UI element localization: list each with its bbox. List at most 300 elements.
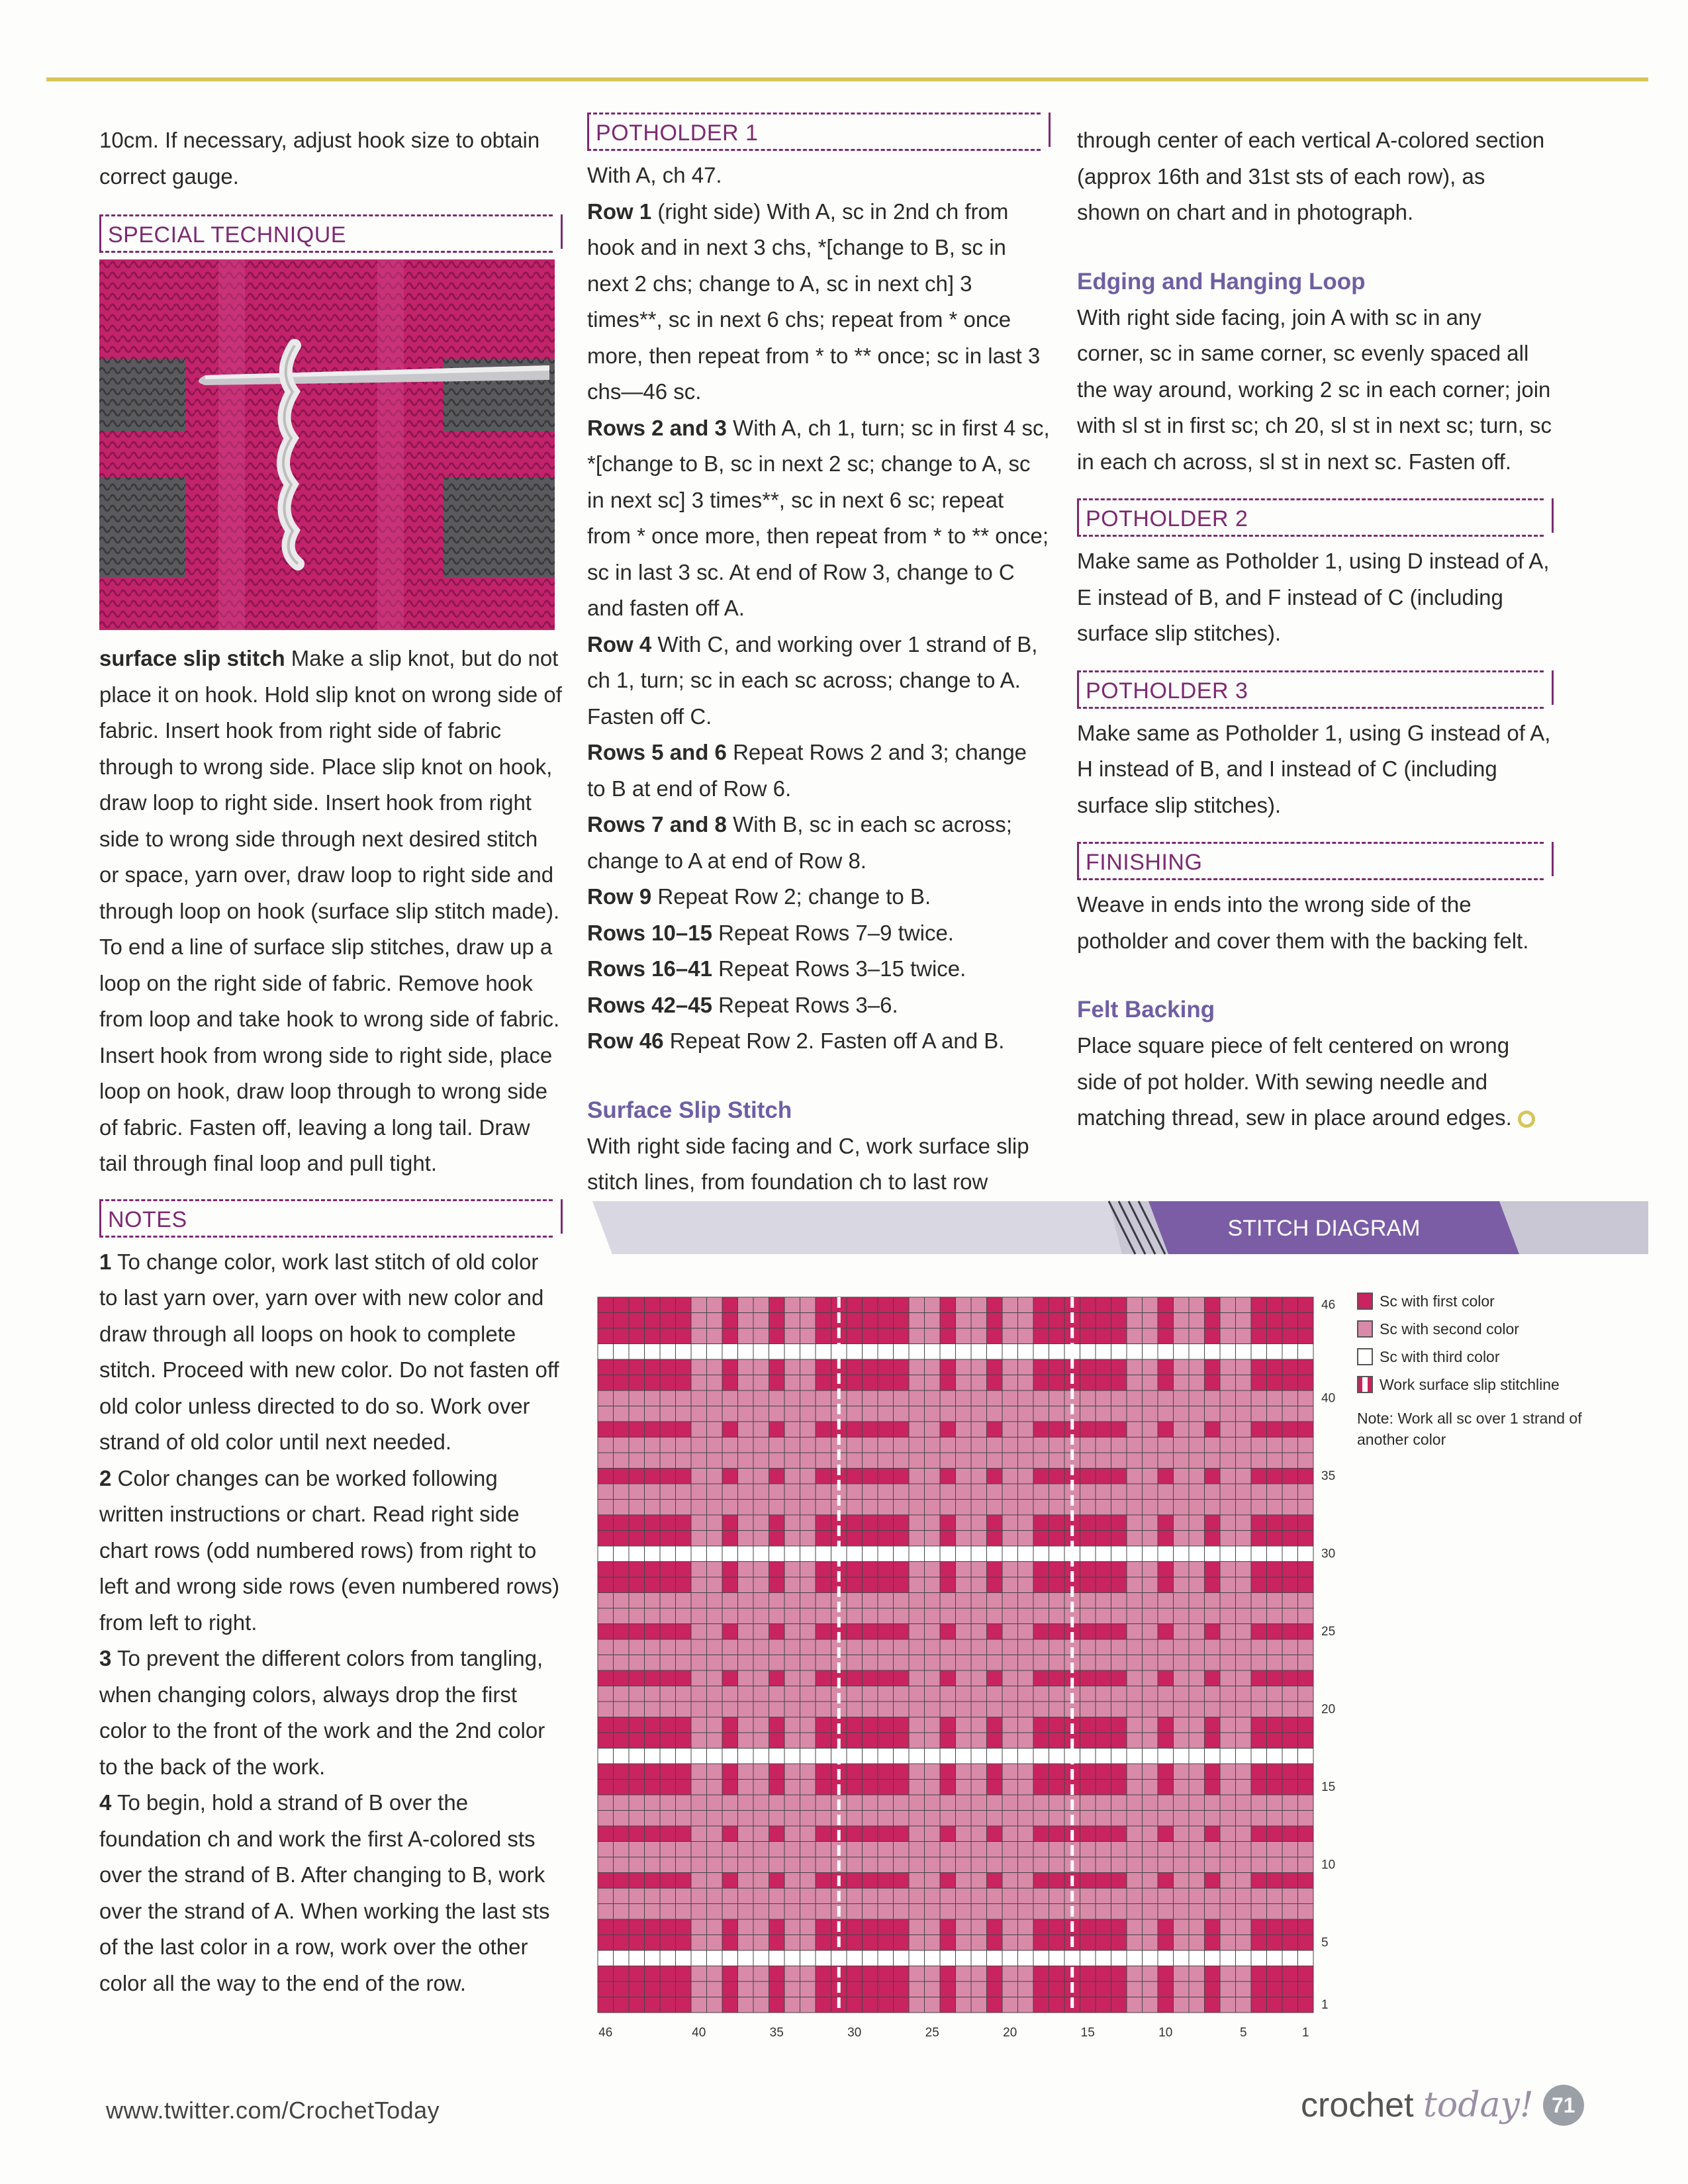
- chart-cell: [894, 1733, 910, 1749]
- chart-cell: [863, 1359, 878, 1375]
- chart-cell: [1111, 1904, 1127, 1920]
- chart-cell: [1267, 1406, 1283, 1422]
- chart-cell: [598, 1749, 614, 1764]
- chart-cell: [925, 1904, 941, 1920]
- chart-cell: [691, 1686, 707, 1702]
- chart-cell: [1251, 1515, 1267, 1531]
- page-number: 71: [1543, 2085, 1584, 2126]
- chart-cell: [987, 1888, 1003, 1904]
- chart-cell: [645, 1359, 661, 1375]
- chart-cell: [1205, 1484, 1221, 1500]
- chart-cell: [722, 1406, 738, 1422]
- chart-cell: [1033, 1359, 1049, 1375]
- chart-cell: [800, 1546, 816, 1562]
- chart-cell: [1236, 1469, 1252, 1484]
- chart-cell: [894, 1702, 910, 1717]
- chart-cell: [1143, 1328, 1158, 1344]
- chart-cell: [1174, 1795, 1190, 1811]
- chart-cell: [1251, 1873, 1267, 1889]
- footer-url: www.twitter.com/CrochetToday: [106, 2097, 440, 2124]
- chart-cell: [1298, 1639, 1314, 1655]
- chart-cell: [1251, 1531, 1267, 1547]
- chart-cell: [1018, 1297, 1034, 1313]
- chart-cell: [1096, 1328, 1111, 1344]
- chart-cell: [1018, 1655, 1034, 1671]
- chart-cell: [816, 1919, 831, 1935]
- chart-cell: [1205, 1531, 1221, 1547]
- chart-cell: [1111, 1515, 1127, 1531]
- chart-cell: [925, 1390, 941, 1406]
- chart-cell: [1298, 1608, 1314, 1624]
- chart-cell: [660, 1406, 676, 1422]
- chart-cell: [645, 1422, 661, 1437]
- chart-cell: [800, 1390, 816, 1406]
- chart-cell: [800, 1297, 816, 1313]
- chart-cell: [863, 1531, 878, 1547]
- chart-cell: [769, 1702, 785, 1717]
- chart-cell: [1033, 1639, 1049, 1655]
- chart-cell: [1096, 1780, 1111, 1796]
- chart-cell: [940, 1655, 956, 1671]
- chart-cell: [738, 1500, 754, 1516]
- chart-cell: [956, 1484, 972, 1500]
- chart-cell: [940, 1500, 956, 1516]
- chart-cell: [863, 1562, 878, 1578]
- chart-cell: [987, 1935, 1003, 1951]
- chart-cell: [909, 1655, 925, 1671]
- chart-cell: [784, 1997, 800, 2013]
- chart-cell: [1236, 1749, 1252, 1764]
- chart-cell: [629, 1950, 645, 1966]
- chart-cell: [1158, 1484, 1174, 1500]
- chart-cell: [707, 1531, 723, 1547]
- chart-cell: [1158, 1826, 1174, 1842]
- chart-cell: [707, 1686, 723, 1702]
- chart-cell: [1080, 1981, 1096, 1997]
- chart-cell: [660, 1639, 676, 1655]
- chart-cell: [707, 1344, 723, 1360]
- chart-cell: [645, 1826, 661, 1842]
- chart-cell: [956, 1328, 972, 1344]
- legend-swatch-second: [1357, 1320, 1373, 1338]
- chart-cell: [971, 1484, 987, 1500]
- chart-cell: [676, 1717, 692, 1733]
- chart-cell: [1096, 1422, 1111, 1437]
- chart-cell: [1049, 1359, 1065, 1375]
- chart-cell: [1033, 1888, 1049, 1904]
- chart-cell: [1267, 1997, 1283, 2013]
- chart-cell: [925, 1981, 941, 1997]
- chart-cell: [909, 1733, 925, 1749]
- chart-cell: [816, 1981, 831, 1997]
- chart-cell: [738, 1515, 754, 1531]
- chart-cell: [1127, 1950, 1143, 1966]
- chart-cell: [925, 1997, 941, 2013]
- chart-cell: [1205, 1562, 1221, 1578]
- chart-cell: [925, 1608, 941, 1624]
- chart-cell: [629, 1577, 645, 1593]
- chart-cell: [1033, 1313, 1049, 1329]
- chart-cell: [769, 1904, 785, 1920]
- chart-cell: [816, 1888, 831, 1904]
- chart-cell: [676, 1359, 692, 1375]
- chart-cell: [1298, 1453, 1314, 1469]
- chart-cell: [894, 1935, 910, 1951]
- chart-cell: [1002, 1297, 1018, 1313]
- chart-cell: [629, 1717, 645, 1733]
- chart-cell: [1018, 1313, 1034, 1329]
- chart-cell: [987, 1655, 1003, 1671]
- chart-cell: [878, 1375, 894, 1391]
- chart-cell: [1174, 1297, 1190, 1313]
- chart-cell: [816, 1531, 831, 1547]
- chart-cell: [645, 1313, 661, 1329]
- chart-cell: [753, 1422, 769, 1437]
- chart-cell: [1251, 1500, 1267, 1516]
- chart-cell: [722, 1546, 738, 1562]
- chart-cell: [1002, 1577, 1018, 1593]
- chart-cell: [1236, 1422, 1252, 1437]
- chart-cell: [769, 1453, 785, 1469]
- chart-cell: [909, 1500, 925, 1516]
- chart-cell: [598, 1764, 614, 1780]
- chart-cell: [707, 1873, 723, 1889]
- chart-cell: [863, 1950, 878, 1966]
- chart-cell: [1205, 1593, 1221, 1609]
- chart-cell: [707, 1997, 723, 2013]
- chart-cell: [940, 1624, 956, 1640]
- chart-cell: [1220, 1406, 1236, 1422]
- chart-cell: [1049, 1950, 1065, 1966]
- chart-cell: [1267, 1562, 1283, 1578]
- chart-cell: [816, 1764, 831, 1780]
- chart-cell: [1298, 1749, 1314, 1764]
- chart-cell: [1080, 1764, 1096, 1780]
- chart-cell: [971, 1577, 987, 1593]
- chart-cell: [1189, 1344, 1205, 1360]
- chart-cell: [1298, 1546, 1314, 1562]
- chart-cell: [645, 1966, 661, 1982]
- chart-cell: [956, 1904, 972, 1920]
- chart-cell: [971, 1313, 987, 1329]
- chart-cell: [1049, 1406, 1065, 1422]
- chart-cell: [1298, 1593, 1314, 1609]
- chart-cell: [1267, 1950, 1283, 1966]
- note-item: 1 To change color, work last stitch of old color to last yarn over, yarn over with new color and draw through all loops on hook to complete stitch. Proceed with new color. Do not fasten off old color unless directed to do so. Work over strand of old color until next needed.: [99, 1249, 559, 1454]
- chart-cell: [1267, 1780, 1283, 1796]
- chart-cell: [1111, 1795, 1127, 1811]
- chart-cell: [987, 1670, 1003, 1686]
- chart-cell: [676, 1375, 692, 1391]
- chart-cell: [707, 1406, 723, 1422]
- chart-cell: [971, 1453, 987, 1469]
- chart-cell: [847, 1686, 863, 1702]
- chart-cell: [660, 1997, 676, 2013]
- row-instruction: Row 4 With C, and working over 1 strand of B, ch 1, turn; sc in each sc across; change to A. Fasten off C.: [587, 631, 1038, 729]
- chart-cell: [1282, 1469, 1298, 1484]
- chart-cell: [1205, 1950, 1221, 1966]
- chart-cell: [1127, 1344, 1143, 1360]
- chart-cell: [987, 1919, 1003, 1935]
- chart-cell: [1111, 1826, 1127, 1842]
- chart-cell: [614, 1639, 630, 1655]
- chart-cell: [738, 1344, 754, 1360]
- chart-cell: [1096, 1842, 1111, 1858]
- chart-cell: [971, 1406, 987, 1422]
- chart-cell: [1298, 1950, 1314, 1966]
- chart-cell: [691, 1297, 707, 1313]
- chart-cell: [863, 1717, 878, 1733]
- chart-cell: [863, 1422, 878, 1437]
- chart-cell: [1049, 1390, 1065, 1406]
- chart-cell: [1049, 1437, 1065, 1453]
- chart-cell: [1189, 1733, 1205, 1749]
- chart-cell: [1298, 1655, 1314, 1671]
- chart-cell: [1189, 1390, 1205, 1406]
- chart-cell: [1282, 1733, 1298, 1749]
- chart-cell: [1033, 1469, 1049, 1484]
- chart-cell: [753, 1904, 769, 1920]
- chart-cell: [1033, 1390, 1049, 1406]
- chart-cell: [847, 1500, 863, 1516]
- chart-cell: [1220, 1764, 1236, 1780]
- chart-cell: [784, 1795, 800, 1811]
- chart-cell: [1174, 1919, 1190, 1935]
- chart-cell: [863, 1780, 878, 1796]
- chart-cell: [738, 1780, 754, 1796]
- chart-cell: [784, 1702, 800, 1717]
- chart-cell: [691, 1608, 707, 1624]
- chart-cell: [598, 1733, 614, 1749]
- chart-cell: [878, 1328, 894, 1344]
- column-label: 40: [692, 2026, 706, 2040]
- chart-cell: [784, 1469, 800, 1484]
- chart-cell: [1080, 1935, 1096, 1951]
- notes-header: [99, 1199, 563, 1238]
- chart-cell: [987, 1297, 1003, 1313]
- chart-cell: [940, 1484, 956, 1500]
- chart-cell: [614, 1873, 630, 1889]
- chart-cell: [738, 1562, 754, 1578]
- chart-cell: [1174, 1328, 1190, 1344]
- chart-cell: [1080, 1515, 1096, 1531]
- chart-cell: [863, 1328, 878, 1344]
- chart-cell: [598, 1639, 614, 1655]
- chart-cell: [940, 1811, 956, 1827]
- chart-cell: [784, 1562, 800, 1578]
- chart-cell: [738, 1639, 754, 1655]
- chart-cell: [598, 1795, 614, 1811]
- chart-cell: [1158, 1359, 1174, 1375]
- chart-cell: [707, 1888, 723, 1904]
- chart-cell: [1236, 1733, 1252, 1749]
- chart-cell: [676, 1562, 692, 1578]
- chart-cell: [660, 1422, 676, 1437]
- chart-cell: [1174, 1702, 1190, 1717]
- chart-cell: [816, 1375, 831, 1391]
- chart-cell: [894, 1764, 910, 1780]
- chart-cell: [1127, 1515, 1143, 1531]
- chart-cell: [614, 1546, 630, 1562]
- chart-cell: [971, 1624, 987, 1640]
- chart-cell: [1002, 1328, 1018, 1344]
- chart-cell: [894, 1562, 910, 1578]
- chart-cell: [1298, 1919, 1314, 1935]
- notes-heading: NOTES: [99, 1199, 553, 1238]
- chart-cell: [722, 1749, 738, 1764]
- chart-cell: [894, 1297, 910, 1313]
- chart-cell: [676, 1997, 692, 2013]
- legend-item: Sc with second color: [1357, 1315, 1595, 1343]
- chart-cell: [816, 1904, 831, 1920]
- chart-cell: [1049, 1624, 1065, 1640]
- chart-cell: [1127, 1390, 1143, 1406]
- chart-cell: [1080, 1811, 1096, 1827]
- chart-cell: [863, 1546, 878, 1562]
- chart-cell: [894, 1811, 910, 1827]
- chart-cell: [847, 1919, 863, 1935]
- chart-cell: [1127, 1469, 1143, 1484]
- chart-cell: [1111, 1857, 1127, 1873]
- chart-cell: [676, 1904, 692, 1920]
- chart-cell: [1018, 1811, 1034, 1827]
- chart-cell: [1127, 1733, 1143, 1749]
- chart-cell: [1189, 1484, 1205, 1500]
- chart-cell: [894, 1904, 910, 1920]
- chart-cell: [1018, 1780, 1034, 1796]
- chart-cell: [847, 1406, 863, 1422]
- chart-cell: [1298, 1966, 1314, 1982]
- chart-cell: [1189, 1562, 1205, 1578]
- chart-cell: [847, 1577, 863, 1593]
- chart-cell: [1158, 1857, 1174, 1873]
- chart-cell: [738, 1422, 754, 1437]
- chart-cell: [987, 1997, 1003, 2013]
- chart-cell: [1002, 1453, 1018, 1469]
- row-instruction: Rows 10–15 Repeat Rows 7–9 twice.: [587, 920, 954, 945]
- chart-cell: [1158, 1390, 1174, 1406]
- chart-cell: [1267, 1593, 1283, 1609]
- chart-cell: [1220, 1749, 1236, 1764]
- chart-cell: [1158, 1842, 1174, 1858]
- chart-cell: [909, 1702, 925, 1717]
- chart-cell: [598, 1997, 614, 2013]
- chart-cell: [1018, 1624, 1034, 1640]
- chart-cell: [909, 1981, 925, 1997]
- chart-cell: [800, 1359, 816, 1375]
- chart-cell: [691, 1624, 707, 1640]
- chart-cell: [707, 1375, 723, 1391]
- row-label: 25: [1321, 1625, 1336, 1639]
- chart-cell: [1096, 1484, 1111, 1500]
- chart-cell: [1002, 1935, 1018, 1951]
- chart-cell: [1096, 1686, 1111, 1702]
- chart-cell: [1018, 1639, 1034, 1655]
- chart-cell: [987, 1469, 1003, 1484]
- chart-cell: [1205, 1733, 1221, 1749]
- chart-cell: [1174, 1344, 1190, 1360]
- row-label: 46: [1321, 1298, 1336, 1312]
- chart-cell: [1236, 1966, 1252, 1982]
- chart-cell: [784, 1531, 800, 1547]
- chart-cell: [1002, 1344, 1018, 1360]
- chart-cell: [1220, 1919, 1236, 1935]
- chart-cell: [1049, 1297, 1065, 1313]
- chart-cell: [800, 1422, 816, 1437]
- chart-cell: [753, 1297, 769, 1313]
- chart-cell: [614, 1624, 630, 1640]
- chart-cell: [800, 1453, 816, 1469]
- chart-cell: [894, 1593, 910, 1609]
- chart-cell: [1049, 1873, 1065, 1889]
- chart-cell: [1049, 1981, 1065, 1997]
- chart-cell: [816, 1562, 831, 1578]
- chart-cell: [707, 1624, 723, 1640]
- chart-cell: [1189, 1500, 1205, 1516]
- chart-cell: [1236, 1950, 1252, 1966]
- chart-cell: [691, 1764, 707, 1780]
- chart-cell: [1143, 1950, 1158, 1966]
- chart-cell: [645, 1780, 661, 1796]
- chart-cell: [971, 1500, 987, 1516]
- chart-cell: [1189, 1624, 1205, 1640]
- chart-cell: [925, 1764, 941, 1780]
- chart-cell: [878, 1437, 894, 1453]
- chart-cell: [691, 1593, 707, 1609]
- chart-cell: [1033, 1857, 1049, 1873]
- chart-cell: [1080, 1297, 1096, 1313]
- chart-cell: [971, 1702, 987, 1717]
- chart-cell: [1096, 1717, 1111, 1733]
- chart-cell: [645, 1297, 661, 1313]
- chart-cell: [1033, 1670, 1049, 1686]
- chart-cell: [784, 1593, 800, 1609]
- chart-cell: [598, 1406, 614, 1422]
- chart-cell: [863, 1313, 878, 1329]
- chart-cell: [1143, 1966, 1158, 1982]
- felt-heading: Felt Backing: [1077, 997, 1215, 1023]
- chart-cell: [738, 1546, 754, 1562]
- chart-cell: [1143, 1811, 1158, 1827]
- chart-cell: [1282, 1313, 1298, 1329]
- chart-cell: [987, 1593, 1003, 1609]
- chart-cell: [1267, 1686, 1283, 1702]
- chart-cell: [1236, 1593, 1252, 1609]
- chart-cell: [816, 1297, 831, 1313]
- chart-cell: [598, 1950, 614, 1966]
- chart-cell: [707, 1981, 723, 1997]
- chart-cell: [614, 1733, 630, 1749]
- chart-cell: [847, 1702, 863, 1717]
- chart-cell: [816, 1313, 831, 1329]
- chart-cell: [784, 1437, 800, 1453]
- chart-cell: [598, 1313, 614, 1329]
- chart-cell: [800, 1577, 816, 1593]
- chart-cell: [800, 1639, 816, 1655]
- chart-cell: [925, 1577, 941, 1593]
- chart-cell: [1282, 1639, 1298, 1655]
- chart-cell: [971, 1437, 987, 1453]
- chart-cell: [676, 1531, 692, 1547]
- chart-cell: [894, 1966, 910, 1982]
- chart-cell: [738, 1950, 754, 1966]
- chart-cell: [707, 1328, 723, 1344]
- chart-cell: [894, 1842, 910, 1858]
- chart-cell: [1220, 1375, 1236, 1391]
- chart-cell: [676, 1950, 692, 1966]
- chart-cell: [1002, 1422, 1018, 1437]
- chart-cell: [784, 1842, 800, 1858]
